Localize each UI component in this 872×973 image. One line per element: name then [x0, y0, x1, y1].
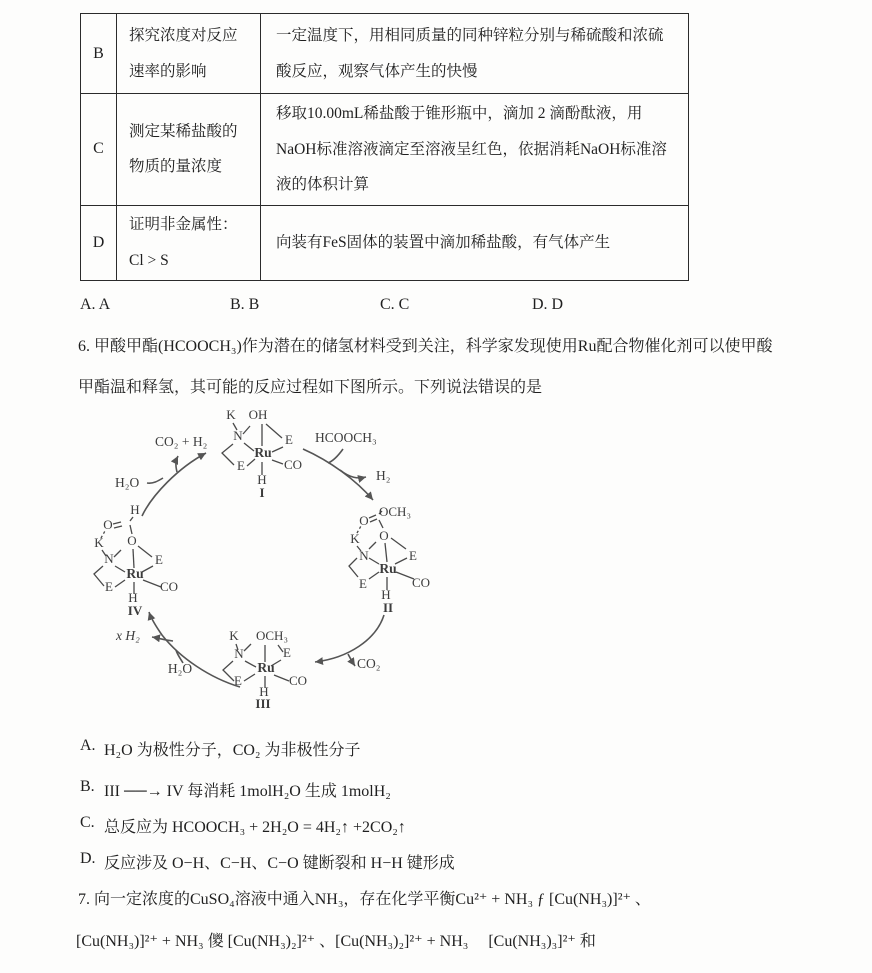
ligand-CO-label: CO	[411, 575, 431, 590]
option-label: A.	[80, 737, 96, 754]
q6-option-c	[80, 814, 406, 837]
h2o-lower-label: H₂O	[167, 661, 193, 676]
arrow-IV-to-I	[142, 453, 206, 516]
table-row-b	[81, 14, 689, 94]
experiment-name-cell	[117, 14, 261, 94]
row-letter: B	[81, 14, 117, 94]
option-text: III ──→ IV 每消耗 1molH₂O 生成 1molH₂	[104, 783, 391, 800]
experiment-name-line: 速率的影响	[129, 62, 207, 80]
complex-number-IV: IV	[127, 603, 143, 618]
ligand-O-label: O	[127, 533, 137, 548]
table-row-c	[81, 94, 689, 206]
complex-number-I: I	[259, 485, 265, 500]
experiment-name-line: 探究浓度对反应	[129, 26, 238, 44]
ligand-O-label: O	[359, 513, 369, 528]
hcooch3-in-connector	[328, 449, 343, 463]
h2o-in-connector	[176, 650, 183, 663]
experiment-name-line: Cl > S	[129, 251, 169, 269]
x-h2-label: x H₂	[116, 628, 140, 643]
experiment-name-cell	[117, 205, 261, 280]
q6-stem-line2: 甲酯温和释氢，其可能的反应过程如下图所示。下列说法错误的是	[78, 379, 543, 396]
answer-option-d: D. D	[532, 296, 564, 313]
ru-center-label: Ru	[379, 561, 397, 576]
q7-stem-line1: 7. 向一定浓度的CuSO₄溶液中通入NH₃，存在化学平衡Cu²⁺ + NH₃ ƒ [Cu(NH₃)]²⁺ 、	[78, 891, 651, 908]
arrow-I-to-II	[303, 449, 373, 500]
ligand-K-label: K	[229, 628, 239, 643]
ligand-K-label: K	[226, 407, 236, 422]
arrow-III-to-IV	[149, 612, 240, 687]
ru-center-label: Ru	[126, 566, 144, 581]
h2-label: H₂	[376, 468, 391, 483]
experiment-desc-cell: 移取10.00mL稀盐酸于锥形瓶中，滴加 2 滴酚酞液，用NaOH标准溶液滴定至溶液呈红色，依据消耗NaOH标准溶液的体积计算	[261, 94, 689, 206]
complex-number-II: II	[382, 600, 394, 615]
answer-options-row	[80, 296, 682, 314]
ligand-K-label: K	[94, 535, 104, 550]
ligand-E-label: E	[155, 552, 163, 567]
ru-complex-II	[349, 504, 430, 615]
formyl-H-label: H	[130, 502, 140, 517]
experiment-name-cell	[117, 94, 261, 206]
answer-option-b: B. B	[230, 296, 260, 313]
hcooch3-label: HCOOCH₃	[315, 430, 377, 445]
ligand-CO-label: CO	[283, 457, 303, 472]
experiment-desc-cell: 向装有FeS固体的装置中滴加稀盐酸，有气体产生	[261, 205, 689, 280]
experiment-desc-cell: 一定温度下，用相同质量的同种锌粒分别与稀硫酸和浓硫酸反应，观察气体产生的快慢	[261, 14, 689, 94]
ligand-OCH3-label: OCH₃	[256, 628, 288, 643]
ligand-E-label: E	[285, 432, 293, 447]
ligand-OH-label: OH	[248, 407, 268, 422]
ru-complex-I	[222, 407, 302, 500]
answer-option-a: A. A	[80, 296, 111, 313]
row-letter: C	[81, 94, 117, 206]
experiment-name-line: 证明非金属性：	[129, 216, 238, 234]
complex-number-III: III	[255, 696, 271, 711]
ru-center-label: Ru	[257, 660, 275, 675]
ligand-N-label: N	[234, 646, 244, 661]
ligand-E-label: E	[409, 548, 417, 563]
co2-h2-out-branch	[176, 456, 178, 472]
x-h2-out-branch	[152, 637, 173, 641]
ligand-E-label: E	[237, 458, 245, 473]
ru-center-label: Ru	[254, 445, 272, 460]
ligand-H-label: H	[257, 472, 267, 487]
ligand-H-label: H	[381, 587, 391, 602]
ligand-E-label: E	[234, 673, 242, 688]
option-label: D.	[80, 850, 96, 867]
ligand-CO-label: CO	[159, 579, 179, 594]
ru-complex-IV	[94, 502, 178, 618]
co2-label: CO₂	[357, 656, 381, 671]
q6-option-a	[80, 737, 361, 760]
h2o-in-connector	[147, 478, 163, 483]
q7-stem-line2: [Cu(NH₃)]²⁺ + NH₃ 儍 [Cu(NH₃)₂]²⁺ 、[Cu(NH₃)₂]²⁺ + NH₃ [Cu(NH₃)₃]²⁺ 和	[76, 933, 596, 950]
arrow-II-to-III	[315, 615, 384, 662]
ligand-OCH3-label: OCH₃	[379, 504, 411, 519]
h2-out-branch	[340, 470, 366, 478]
experiment-name-line: 物质的量浓度	[129, 158, 223, 176]
q6-stem-line1: 6. 甲酸甲酯(HCOOCH₃)作为潜在的储氢材料受到关注，科学家发现使用Ru配合物催化剂可以使甲酸	[78, 338, 773, 355]
q6-option-b	[80, 778, 391, 801]
ligand-E-label: E	[283, 645, 291, 660]
row-letter: D	[81, 205, 117, 280]
ligand-N-label: N	[359, 548, 369, 563]
h2o-upper-label: H₂O	[115, 475, 140, 490]
ligand-H-label: H	[259, 684, 269, 699]
option-label: B.	[80, 778, 95, 795]
ligand-CO-label: CO	[288, 673, 308, 688]
ligand-E-label: E	[105, 579, 113, 594]
option-text: H₂O 为极性分子，CO₂ 为非极性分子	[104, 742, 361, 759]
ligand-O-label: O	[103, 517, 113, 532]
ru-complex-III	[223, 628, 307, 711]
ligand-K-label: K	[350, 531, 360, 546]
answer-option-c: C. C	[380, 296, 410, 313]
ligand-E-label: E	[359, 576, 367, 591]
co2-h2-label: CO₂ + H₂	[155, 434, 208, 449]
co2-out-branch	[348, 654, 355, 666]
experiment-table	[80, 13, 689, 281]
experiment-name-line: 测定某稀盐酸的	[129, 122, 238, 140]
ligand-N-label: N	[104, 551, 114, 566]
ligand-O-label: O	[379, 528, 389, 543]
ligand-H-label: H	[128, 590, 138, 605]
flow-labels	[115, 430, 390, 676]
option-text: 反应涉及 O−H、C−H、C−O 键断裂和 H−H 键形成	[104, 855, 455, 872]
table-row-d	[81, 205, 689, 280]
cycle-arrows	[142, 449, 384, 687]
option-label: C.	[80, 814, 95, 831]
q6-option-d	[80, 850, 455, 873]
option-text: 总反应为 HCOOCH₃ + 2H₂O = 4H₂↑ +2CO₂↑	[104, 819, 406, 836]
ligand-N-label: N	[233, 428, 243, 443]
